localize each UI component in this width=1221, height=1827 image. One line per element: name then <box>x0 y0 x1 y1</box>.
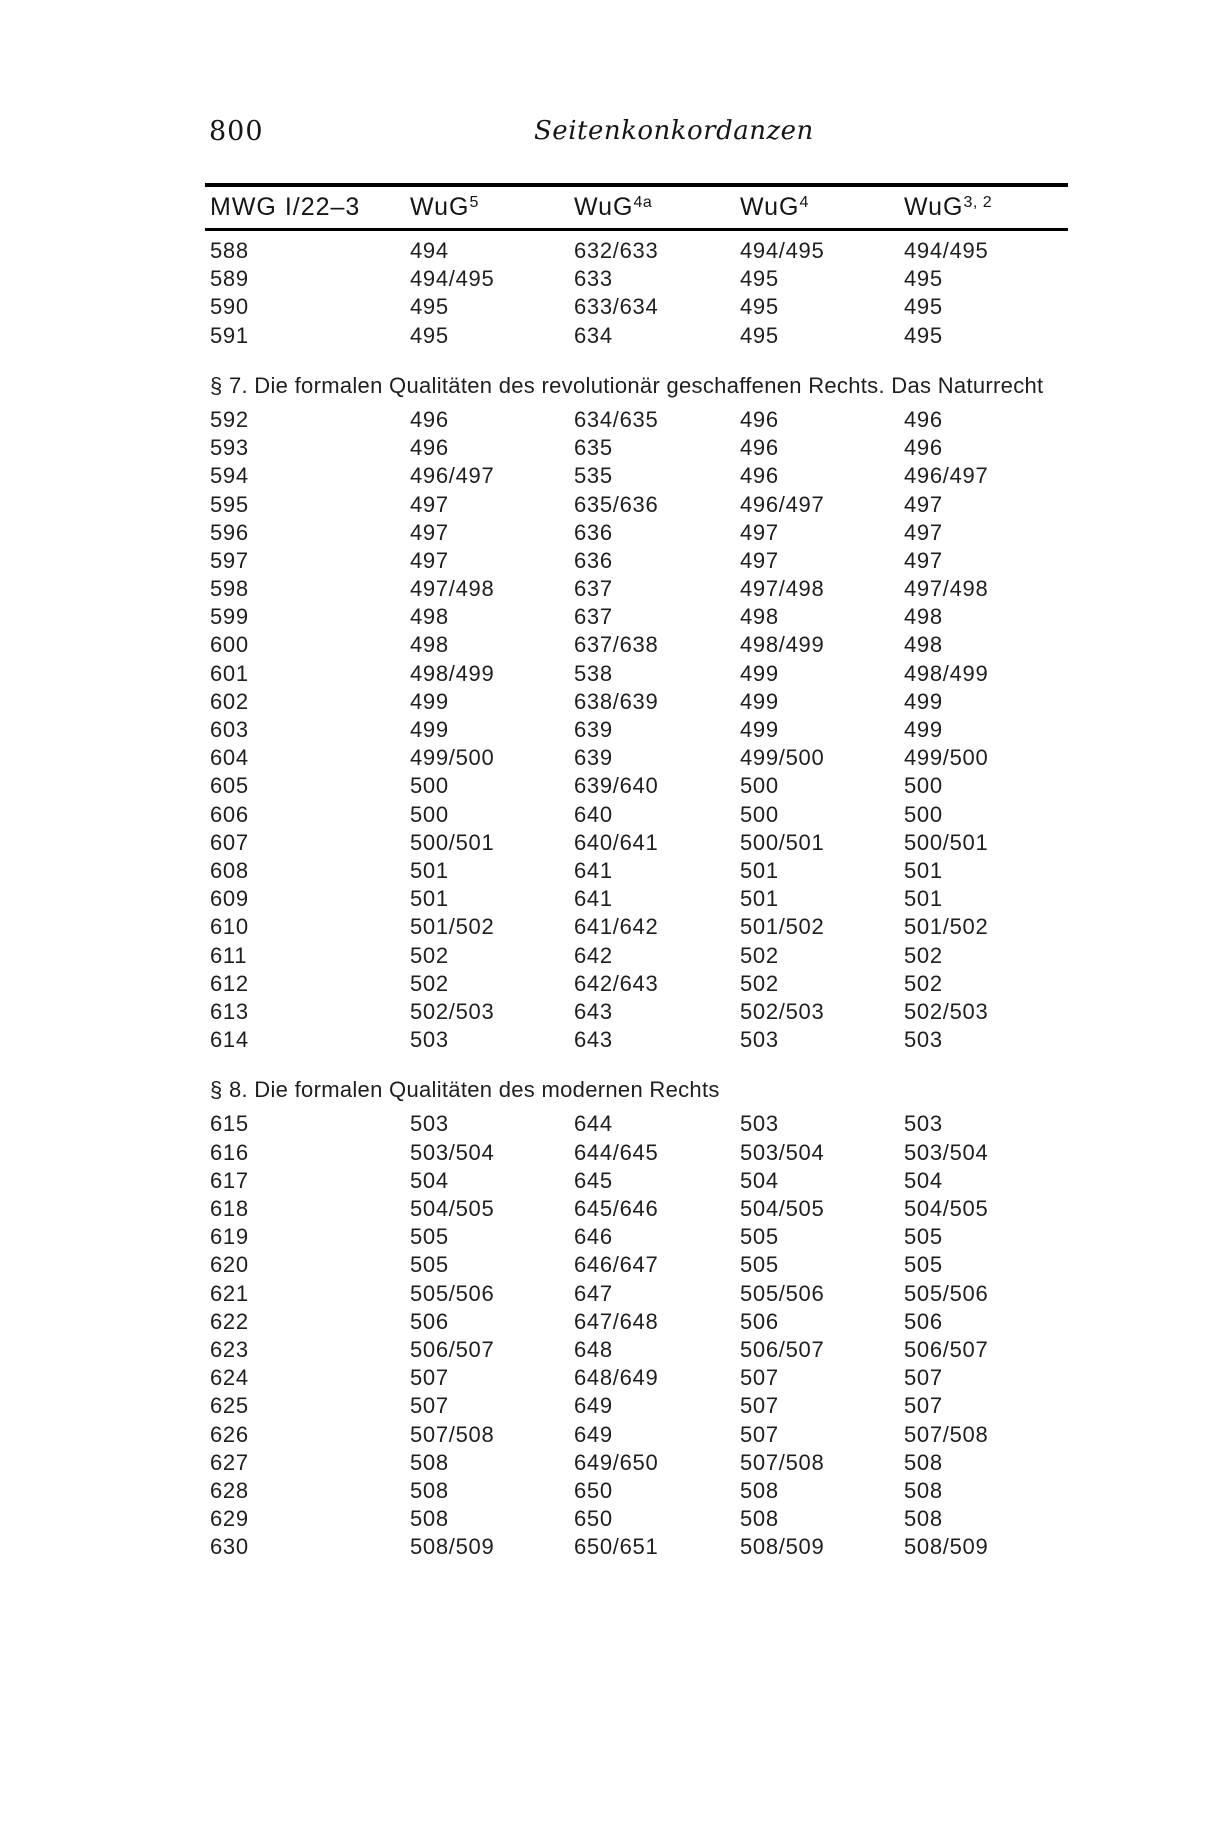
table-cell: 496 <box>740 435 779 461</box>
table-cell: 497 <box>410 491 449 517</box>
column-header-label: WuG <box>740 193 800 221</box>
table-cell: 508 <box>904 1449 943 1475</box>
table-cell: 632/633 <box>574 238 659 263</box>
table-cell: 496/497 <box>904 463 989 489</box>
table-cell: 635 <box>574 435 613 461</box>
table-cell: 495 <box>904 322 943 348</box>
table-cell: 642 <box>574 942 613 968</box>
table-cell: 644/645 <box>574 1139 659 1165</box>
table-row <box>205 1392 1068 1420</box>
table-cell: 497 <box>410 519 449 545</box>
table-cell: 495 <box>410 322 449 348</box>
table-cell: 501/502 <box>904 914 989 940</box>
table-header-row <box>205 187 1068 228</box>
table-cell: 646 <box>574 1224 613 1250</box>
table-section-rows <box>205 237 1068 350</box>
table-cell: 635/636 <box>574 491 659 517</box>
table-cell: 499 <box>740 688 779 714</box>
table-cell: 611 <box>210 942 248 968</box>
table-cell: 496 <box>740 406 779 432</box>
table-cell: 500/501 <box>740 829 825 855</box>
table-cell: 502/503 <box>740 998 825 1024</box>
table-cell: 495 <box>904 266 943 292</box>
table-cell: 506 <box>740 1308 779 1334</box>
table-cell: 494/495 <box>740 238 825 263</box>
table-cell: 495 <box>740 294 779 320</box>
table-row <box>205 631 1068 659</box>
table-row <box>205 885 1068 913</box>
table-cell: 629 <box>210 1506 249 1532</box>
table-cell: 650 <box>574 1477 613 1503</box>
table-cell: 506 <box>410 1308 449 1334</box>
table-row <box>205 603 1068 631</box>
table-cell: 604 <box>210 745 249 771</box>
table-row <box>205 913 1068 941</box>
table-section-rows <box>205 406 1068 1054</box>
column-header-superscript: 5 <box>469 194 479 211</box>
table-cell: 501 <box>904 886 943 912</box>
table-cell: 634/635 <box>574 406 659 432</box>
table-cell: 501 <box>410 857 449 883</box>
table-row <box>205 688 1068 716</box>
table-row <box>205 801 1068 829</box>
table-cell: 498 <box>904 604 943 630</box>
table-cell: 497 <box>740 519 779 545</box>
table-cell: 641 <box>574 857 613 883</box>
table-cell: 497 <box>904 491 943 517</box>
table-cell: 497 <box>740 547 779 573</box>
table-cell: 506/507 <box>904 1336 989 1362</box>
table-cell: 639/640 <box>574 773 659 799</box>
table-cell: 499 <box>904 717 943 742</box>
table-row <box>205 547 1068 575</box>
table-cell: 627 <box>210 1449 249 1475</box>
table-cell: 497/498 <box>904 576 989 602</box>
table-cell: 508/509 <box>740 1534 825 1560</box>
table-cell: 595 <box>210 491 249 517</box>
table-cell: 633 <box>574 266 613 292</box>
table-cell: 499/500 <box>410 745 495 771</box>
table-cell: 630 <box>210 1534 249 1560</box>
table-cell: 501 <box>740 857 779 883</box>
column-header <box>210 193 410 222</box>
table-cell: 615 <box>210 1111 249 1137</box>
table-cell: 500/501 <box>904 829 989 855</box>
table-cell: 502/503 <box>410 998 495 1024</box>
table-header-rule <box>205 228 1068 231</box>
table-cell: 649 <box>574 1421 613 1447</box>
table-cell: 648/649 <box>574 1365 659 1391</box>
table-cell: 507 <box>740 1365 779 1391</box>
table-cell: 502 <box>410 942 449 968</box>
table-cell: 503 <box>904 1027 943 1053</box>
table-cell: 499/500 <box>904 745 989 771</box>
table-cell: 508 <box>740 1506 779 1532</box>
table-cell: 504 <box>740 1167 779 1193</box>
table-cell: 500 <box>410 773 449 799</box>
table-cell: 639 <box>574 745 613 771</box>
table-cell: 500 <box>740 773 779 799</box>
page-number: 800 <box>209 116 264 147</box>
table-section-rows <box>205 1110 1068 1561</box>
column-header-label: WuG <box>574 193 634 221</box>
table-cell: 500/501 <box>410 829 495 855</box>
table-row <box>205 491 1068 519</box>
table-cell: 638/639 <box>574 688 659 714</box>
table-cell: 499/500 <box>740 745 825 771</box>
table-cell: 503 <box>410 1027 449 1053</box>
table-cell: 494 <box>410 238 449 263</box>
table-row <box>205 237 1068 265</box>
table-cell: 625 <box>210 1393 249 1419</box>
table-cell: 508/509 <box>410 1534 495 1560</box>
table-cell: 502/503 <box>904 998 989 1024</box>
table-cell: 505 <box>740 1252 779 1278</box>
table-cell: 622 <box>210 1308 249 1334</box>
table-row <box>205 322 1068 350</box>
table-cell: 498/499 <box>904 660 989 686</box>
table-row <box>205 1026 1068 1054</box>
table-cell: 605 <box>210 773 249 799</box>
table-cell: 649/650 <box>574 1449 659 1475</box>
column-header-label: WuG <box>904 193 964 221</box>
table-cell: 507/508 <box>740 1449 825 1475</box>
table-row <box>205 660 1068 688</box>
table-cell: 502 <box>740 942 779 968</box>
table-cell: 637/638 <box>574 632 659 658</box>
column-header-label: MWG I/22–3 <box>210 193 361 221</box>
table-cell: 641 <box>574 886 613 912</box>
table-cell: 590 <box>210 294 249 320</box>
table-row <box>205 772 1068 800</box>
table-row <box>205 434 1068 462</box>
table-row <box>205 1336 1068 1364</box>
table-cell: 501/502 <box>740 914 825 940</box>
table-cell: 494/495 <box>410 266 495 292</box>
table-cell: 495 <box>904 294 943 320</box>
table-cell: 503/504 <box>904 1139 989 1165</box>
table-cell: 647/648 <box>574 1308 659 1334</box>
table-cell: 507/508 <box>904 1421 989 1447</box>
table-cell: 502 <box>740 970 779 996</box>
table-cell: 501/502 <box>410 914 495 940</box>
table-cell: 637 <box>574 576 613 602</box>
table-row <box>205 857 1068 885</box>
table-cell: 535 <box>574 463 613 489</box>
table-cell: 507/508 <box>410 1421 495 1447</box>
table-cell: 499 <box>410 688 449 714</box>
table-cell: 640 <box>574 801 613 827</box>
table-cell: 501 <box>904 857 943 883</box>
table-row <box>205 942 1068 970</box>
table-row <box>205 519 1068 547</box>
table-cell: 508 <box>904 1477 943 1503</box>
table-cell: 597 <box>210 547 249 573</box>
table-cell: 498 <box>410 604 449 630</box>
table-cell: 636 <box>574 519 613 545</box>
table-cell: 503/504 <box>410 1139 495 1165</box>
table-cell: 507 <box>904 1365 943 1391</box>
table-cell: 500 <box>410 801 449 827</box>
table-cell: 497 <box>410 547 449 573</box>
table-cell: 498 <box>410 632 449 658</box>
table-cell: 500 <box>740 801 779 827</box>
table-cell: 616 <box>210 1139 249 1165</box>
table-cell: 623 <box>210 1336 249 1362</box>
table-cell: 634 <box>574 322 613 348</box>
table-cell: 504 <box>410 1167 449 1193</box>
table-cell: 507 <box>740 1421 779 1447</box>
table-cell: 501 <box>410 886 449 912</box>
table-cell: 636 <box>574 547 613 573</box>
table-cell: 599 <box>210 604 249 630</box>
table-cell: 594 <box>210 463 249 489</box>
table-row <box>205 1251 1068 1279</box>
table-cell: 499 <box>410 717 449 742</box>
table-cell: 592 <box>210 406 249 432</box>
column-header-superscript: 4 <box>799 194 809 211</box>
table-row <box>205 1308 1068 1336</box>
table-cell: 503 <box>740 1111 779 1137</box>
table-row <box>205 1505 1068 1533</box>
table-cell: 641/642 <box>574 914 659 940</box>
table-cell: 505 <box>904 1224 943 1250</box>
table-row <box>205 1110 1068 1138</box>
table-row <box>205 462 1068 490</box>
table-cell: 508 <box>410 1449 449 1475</box>
table-cell: 507 <box>740 1393 779 1419</box>
table-row <box>205 716 1068 744</box>
table-row <box>205 829 1068 857</box>
table-cell: 624 <box>210 1365 249 1391</box>
table-cell: 639 <box>574 717 613 742</box>
table-cell: 538 <box>574 660 613 686</box>
table-cell: 644 <box>574 1111 613 1137</box>
running-head-title: Seitenkonkordanzen <box>534 116 814 146</box>
table-cell: 496 <box>740 463 779 489</box>
table-cell: 498/499 <box>740 632 825 658</box>
table-cell: 633/634 <box>574 294 659 320</box>
table-cell: 608 <box>210 857 249 883</box>
table-cell: 648 <box>574 1336 613 1362</box>
column-header-superscript: 4a <box>633 194 653 211</box>
table-cell: 508 <box>410 1477 449 1503</box>
column-header-superscript: 3, 2 <box>963 194 993 211</box>
table-cell: 506 <box>904 1308 943 1334</box>
table-cell: 498 <box>740 604 779 630</box>
table-cell: 642/643 <box>574 970 659 996</box>
table-cell: 505/506 <box>740 1280 825 1306</box>
table-cell: 591 <box>210 322 249 348</box>
table-cell: 496 <box>410 406 449 432</box>
table-row <box>205 744 1068 772</box>
table-cell: 650 <box>574 1506 613 1532</box>
table-cell: 495 <box>740 322 779 348</box>
column-header <box>574 193 740 222</box>
table-cell: 603 <box>210 717 249 742</box>
table-cell: 499 <box>904 688 943 714</box>
table-cell: 497/498 <box>740 576 825 602</box>
table-cell: 508/509 <box>904 1534 989 1560</box>
table-cell: 496 <box>410 435 449 461</box>
table-cell: 640/641 <box>574 829 659 855</box>
table-cell: 505 <box>410 1224 449 1250</box>
table-row <box>205 575 1068 603</box>
table-cell: 494/495 <box>904 238 989 263</box>
table-cell: 502 <box>410 970 449 996</box>
table-cell: 626 <box>210 1421 249 1447</box>
table-cell: 503 <box>740 1027 779 1053</box>
table-cell: 646/647 <box>574 1252 659 1278</box>
table-cell: 497/498 <box>410 576 495 602</box>
table-cell: 495 <box>410 294 449 320</box>
table-row <box>205 293 1068 321</box>
table-cell: 504 <box>904 1167 943 1193</box>
table-cell: 600 <box>210 632 249 658</box>
table-cell: 637 <box>574 604 613 630</box>
table-cell: 495 <box>740 266 779 292</box>
table-cell: 613 <box>210 998 249 1024</box>
table-cell: 606 <box>210 801 249 827</box>
column-header-label: WuG <box>410 193 470 221</box>
table-body <box>205 237 1068 1561</box>
table-cell: 643 <box>574 1027 613 1053</box>
table-cell: 621 <box>210 1280 249 1306</box>
table-cell: 507 <box>410 1365 449 1391</box>
table-cell: 500 <box>904 773 943 799</box>
section-heading: § 7. Die formalen Qualitäten des revolutionär geschaffenen Rechts. Das Naturrecht <box>210 372 1044 398</box>
table-cell: 610 <box>210 914 249 940</box>
table-row <box>205 1533 1068 1561</box>
table-cell: 508 <box>410 1506 449 1532</box>
table-cell: 503/504 <box>740 1139 825 1165</box>
table-cell: 497 <box>904 547 943 573</box>
table-cell: 602 <box>210 688 249 714</box>
table-row <box>205 1195 1068 1223</box>
table-cell: 647 <box>574 1280 613 1306</box>
table-cell: 505/506 <box>410 1280 495 1306</box>
table-cell: 609 <box>210 886 249 912</box>
table-cell: 505 <box>904 1252 943 1278</box>
table-cell: 504/505 <box>904 1196 989 1221</box>
table-cell: 504/505 <box>410 1196 495 1221</box>
table-cell: 607 <box>210 829 249 855</box>
table-cell: 508 <box>904 1506 943 1532</box>
column-header <box>410 193 574 222</box>
table-cell: 598 <box>210 576 249 602</box>
table-cell: 601 <box>210 660 249 686</box>
table-row <box>205 1223 1068 1251</box>
column-header <box>904 193 1068 222</box>
table-cell: 501 <box>740 886 779 912</box>
table-cell: 507 <box>904 1393 943 1419</box>
table-row <box>205 1364 1068 1392</box>
table-row <box>205 1477 1068 1505</box>
table-cell: 507 <box>410 1393 449 1419</box>
table-cell: 496 <box>904 406 943 432</box>
concordance-table <box>205 183 1068 1561</box>
table-cell: 614 <box>210 1027 249 1053</box>
table-row <box>205 970 1068 998</box>
table-cell: 643 <box>574 998 613 1024</box>
table-row <box>205 265 1068 293</box>
table-cell: 496/497 <box>410 463 495 489</box>
column-header <box>740 193 904 222</box>
table-cell: 496 <box>904 435 943 461</box>
table-cell: 499 <box>740 660 779 686</box>
table-cell: 497 <box>904 519 943 545</box>
table-row <box>205 1280 1068 1308</box>
table-row <box>205 1421 1068 1449</box>
table-cell: 502 <box>904 942 943 968</box>
table-cell: 503 <box>410 1111 449 1137</box>
table-cell: 505 <box>410 1252 449 1278</box>
table-cell: 645/646 <box>574 1196 659 1221</box>
section-heading: § 8. Die formalen Qualitäten des modernen Rechts <box>210 1077 720 1103</box>
table-cell: 502 <box>904 970 943 996</box>
table-row <box>205 406 1068 434</box>
table-cell: 496/497 <box>740 491 825 517</box>
table-cell: 596 <box>210 519 249 545</box>
table-cell: 618 <box>210 1196 249 1221</box>
table-cell: 588 <box>210 238 249 263</box>
table-cell: 508 <box>740 1477 779 1503</box>
table-cell: 619 <box>210 1224 249 1250</box>
table-cell: 593 <box>210 435 249 461</box>
table-cell: 628 <box>210 1477 249 1503</box>
table-cell: 498 <box>904 632 943 658</box>
table-cell: 620 <box>210 1252 249 1278</box>
table-cell: 650/651 <box>574 1534 659 1560</box>
table-cell: 649 <box>574 1393 613 1419</box>
table-row <box>205 1167 1068 1195</box>
table-cell: 617 <box>210 1167 249 1193</box>
table-cell: 505 <box>740 1224 779 1250</box>
table-cell: 506/507 <box>740 1336 825 1362</box>
table-row <box>205 1139 1068 1167</box>
table-row <box>205 998 1068 1026</box>
table-cell: 612 <box>210 970 249 996</box>
table-cell: 498/499 <box>410 660 495 686</box>
table-row <box>205 1449 1068 1477</box>
table-cell: 504/505 <box>740 1196 825 1221</box>
table-cell: 500 <box>904 801 943 827</box>
table-cell: 645 <box>574 1167 613 1193</box>
table-cell: 589 <box>210 266 249 292</box>
table-cell: 503 <box>904 1111 943 1137</box>
table-cell: 499 <box>740 717 779 742</box>
table-cell: 505/506 <box>904 1280 989 1306</box>
table-cell: 506/507 <box>410 1336 495 1362</box>
